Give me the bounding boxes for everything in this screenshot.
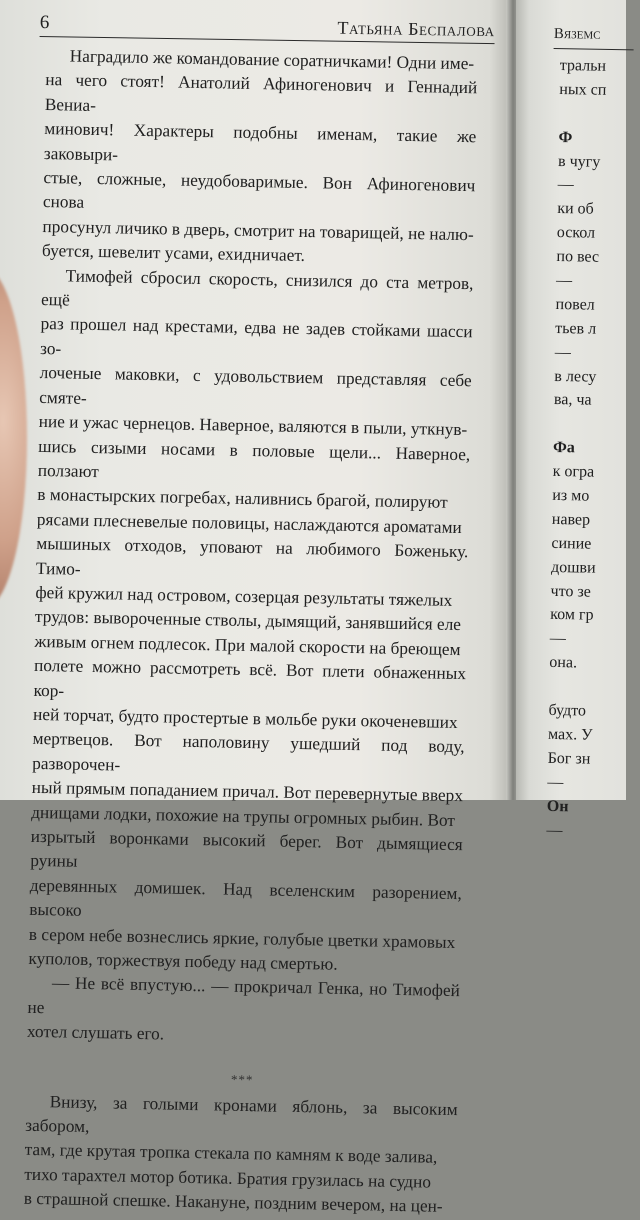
right-page bbox=[516, 0, 626, 839]
right-text-line: ки об bbox=[557, 200, 594, 218]
right-text-line: — bbox=[555, 271, 573, 290]
right-text-line: Бог зн bbox=[547, 749, 591, 768]
text-line: рясами плесневелые половицы, наслаждаются ароматами bbox=[36, 509, 462, 537]
text-line: Внизу, за голыми кронами яблонь, за высоким забором, bbox=[25, 1091, 458, 1137]
right-text-line: — bbox=[547, 773, 564, 791]
right-text-line: Он bbox=[546, 797, 569, 815]
paragraph bbox=[28, 264, 474, 980]
right-text-line: Фа bbox=[552, 439, 576, 457]
paragraph bbox=[24, 1089, 458, 1219]
section-separator: *** bbox=[230, 1071, 254, 1087]
right-text-line: тральн bbox=[559, 56, 607, 75]
body-text bbox=[24, 44, 478, 1220]
paragraph bbox=[42, 44, 478, 272]
right-text-line: — bbox=[546, 821, 563, 839]
running-header bbox=[40, 10, 495, 44]
text-line: мышиных отходов, уповают на любимого Боженьку. Тимо- bbox=[35, 534, 469, 579]
right-text-line: из мо bbox=[552, 486, 590, 505]
text-line: хотел слушать его. bbox=[26, 1022, 165, 1044]
right-text-line: к огра bbox=[552, 463, 595, 481]
right-text-line: ва, ча bbox=[553, 391, 592, 410]
text-line: полете можно рассмотреть всё. Вот плети обнаженных кор- bbox=[33, 656, 467, 701]
right-text-line bbox=[553, 412, 633, 437]
text-line: Наградило же командование соратничками! Одни име- bbox=[69, 46, 475, 74]
text-line: ней торчат, будто простертые в мольбе руки окоченевших bbox=[32, 704, 458, 732]
right-text-line: в чугу bbox=[557, 152, 601, 171]
right-text-line: дошви bbox=[550, 558, 596, 577]
right-text-line: по вес bbox=[556, 248, 600, 266]
text-line: буется, шевелит усами, ехидничает. bbox=[41, 241, 306, 266]
right-text-line: — bbox=[554, 343, 571, 361]
text-line: на чего стоят! Анатолий Афиногенович и Геннадий Вениа- bbox=[44, 70, 478, 115]
right-text-line: навер bbox=[551, 510, 591, 529]
right-text-line: синие bbox=[551, 534, 592, 553]
right-page-text bbox=[546, 54, 640, 844]
text-line: ный прямым попаданием причал. Вот перевернутые вверх bbox=[31, 778, 464, 806]
text-line: живым огнем подлесок. При малой скорости на бреющем bbox=[34, 631, 461, 659]
right-text-line: она. bbox=[549, 654, 578, 672]
text-line: днищами лодки, похожие на трупы огромных рыбин. Вот bbox=[31, 802, 456, 830]
text-line: изрытый воронками высокий берег. Вот дымящиеся руины bbox=[30, 826, 463, 872]
right-text-line: что зе bbox=[550, 582, 592, 601]
right-text-line: мах. У bbox=[547, 725, 593, 744]
paragraph bbox=[27, 971, 460, 1052]
right-text-line bbox=[559, 102, 639, 127]
right-text-line: будто bbox=[548, 701, 587, 720]
right-text-line: тьев л bbox=[555, 319, 597, 338]
text-line: Тимофей сбросил скорость, снизился до ста метров, ещё bbox=[40, 266, 474, 310]
text-line: просунул личико в дверь, смотрит на товарищей, не налю- bbox=[42, 216, 474, 245]
text-line: минович! Характеры подобны именам, такие же заковыри- bbox=[43, 119, 477, 165]
text-line: лоченые маковки, с удовольствием представляя себе смяте- bbox=[39, 363, 472, 408]
text-line: в монастырских погребах, наливнись брагой, полируют bbox=[37, 485, 448, 513]
right-text-line: — bbox=[549, 630, 566, 648]
right-running-header: Вяземс bbox=[554, 26, 634, 50]
text-line: — Не всё впустую... — прокричал Генка, но Тимофей не bbox=[27, 973, 461, 1017]
page-number: 6 bbox=[39, 11, 50, 34]
text-line: там, где крутая тропка стекала по камням к воде залива, bbox=[24, 1140, 438, 1168]
author-name: Татьяна Беспалова bbox=[337, 17, 495, 41]
text-line: ние и ужас чернецов. Наверное, валяются в пыли, уткнув- bbox=[38, 412, 468, 440]
right-text-line: ных сп bbox=[559, 80, 607, 99]
text-line: фей кружил над островом, созерцая результаты тяжелых bbox=[35, 582, 453, 610]
text-line: деревянных домишек. Над вселенским разорением, высоко bbox=[29, 875, 462, 921]
right-text-line: — bbox=[557, 176, 574, 194]
text-line: в страшной спешке. Накануне, поздним вечером, на цен- bbox=[23, 1189, 443, 1217]
text-line: стые, сложные, неудобоваримые. Вон Афиногенович снова bbox=[42, 168, 476, 213]
right-text-line: повел bbox=[555, 295, 595, 314]
text-line: мертвецов. Вот наполовину ушедший под воду, разворочен- bbox=[32, 729, 465, 775]
right-text-line: Ф bbox=[558, 128, 573, 146]
text-line: тихо тарахтел мотор ботика. Братия грузилась на судно bbox=[24, 1164, 432, 1192]
right-text-line bbox=[549, 675, 629, 700]
text-line: шись сизыми носами в половые щели... Наверное, ползают bbox=[37, 436, 471, 481]
right-text-line: ком гр bbox=[550, 606, 594, 625]
text-line: раз прошел над крестами, едва не задев стойками шасси зо- bbox=[39, 314, 473, 359]
text-line: в сером небе вознеслись яркие, голубые цветки храмовых bbox=[28, 924, 456, 952]
text-line: куполов, торжествуя победу над смертью. bbox=[28, 948, 338, 974]
text-line: трудов: вывороченные стволы, дымящий, занявшийся еле bbox=[34, 607, 462, 635]
right-text-line: в лесу bbox=[554, 367, 597, 386]
right-text-line: оскол bbox=[556, 224, 596, 242]
